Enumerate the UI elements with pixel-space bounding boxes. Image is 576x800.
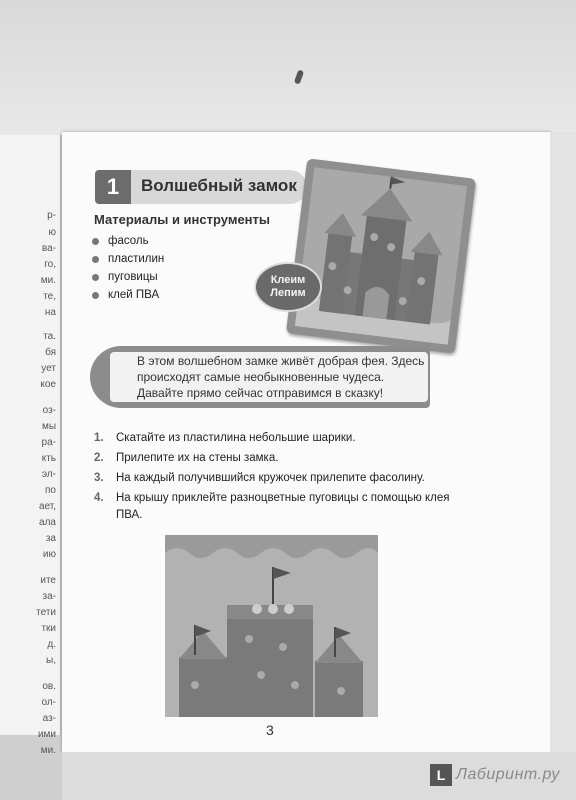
bullet-icon	[92, 256, 99, 263]
step-text: Прилепите их на стены замка.	[116, 452, 279, 464]
castle-work-image	[165, 535, 378, 717]
step-text: Скатайте из пластилина небольшие шарики.	[116, 432, 356, 444]
watermark-text: Лабиринт.ру	[456, 766, 560, 783]
previous-page-text: ов.	[42, 681, 56, 692]
step-number: 3.	[94, 472, 104, 484]
previous-page-text: ы,	[46, 655, 56, 666]
step-text: На крышу приклейте разноцветные пуговицы с помощью клея ПВА.	[116, 492, 450, 521]
technique-badge	[254, 262, 322, 312]
bullet-icon	[92, 292, 99, 299]
previous-page-text: кть	[41, 453, 56, 464]
technique-label-1: Клеим	[270, 274, 306, 286]
material-label: пуговицы	[108, 271, 158, 283]
material-label: клей ПВА	[108, 289, 160, 301]
bullet-icon	[92, 274, 99, 281]
previous-page-text: мы	[41, 421, 56, 432]
step-item	[94, 450, 464, 467]
previous-page-text: ва-	[41, 243, 56, 254]
previous-page-text: за-	[42, 591, 56, 602]
step-item	[94, 490, 464, 524]
previous-page-text: бя	[45, 347, 56, 358]
material-label: пластилин	[108, 253, 165, 265]
list-item	[92, 286, 164, 304]
step-item	[94, 470, 464, 487]
previous-page-text: ите	[40, 575, 56, 586]
list-item	[92, 232, 164, 250]
list-item	[92, 250, 164, 268]
lesson-number-badge: 1	[95, 170, 131, 204]
page-number: 3	[266, 722, 274, 738]
bullet-icon	[92, 238, 99, 245]
castle-illustration	[165, 535, 378, 717]
material-label: фасоль	[108, 235, 149, 247]
lesson-title: Волшебный замок	[141, 176, 297, 195]
previous-page-text: ает,	[38, 501, 56, 512]
step-number: 2.	[94, 452, 104, 464]
intro-text: В этом волшебном замке живёт добрая фея. Здесь происходят самые необыкновенные чудеса. Давайте прямо сейчас отправимся в сказку!	[137, 354, 425, 400]
previous-page-text: д.	[47, 639, 56, 650]
technique-label-2: Лепим	[270, 287, 306, 299]
step-text: На каждый получившийся кружочек прилепите фасолину.	[116, 472, 425, 484]
previous-page-text: ию	[42, 549, 56, 560]
previous-page-text: на	[44, 307, 56, 318]
previous-page-text: эл-	[41, 469, 56, 480]
instruction-steps	[94, 430, 464, 527]
previous-page-text: го,	[44, 259, 56, 270]
previous-page-text: по	[45, 485, 56, 496]
previous-page-text: ала	[39, 517, 56, 528]
step-number: 1.	[94, 432, 104, 444]
previous-page-text: оз-	[42, 405, 56, 416]
previous-page-text: ими	[37, 729, 56, 740]
previous-page-text: тети	[36, 607, 56, 618]
list-item	[92, 268, 164, 286]
previous-page-text: ра-	[41, 437, 56, 448]
castle-illustration	[295, 167, 467, 345]
materials-heading: Материалы и инструменты	[94, 212, 270, 227]
watermark-logo: L	[430, 764, 452, 786]
previous-page-text: та.	[43, 331, 56, 342]
previous-page-text: аз-	[42, 713, 56, 724]
previous-page-text: ует	[41, 363, 56, 374]
previous-page-text: ми.	[40, 745, 56, 756]
materials-list	[92, 232, 164, 304]
step-number: 4.	[94, 492, 104, 504]
previous-page-text: ми.	[40, 275, 56, 286]
previous-page-text: кое	[40, 379, 56, 390]
previous-page-text: тки	[41, 623, 56, 634]
castle-preview-image	[286, 158, 476, 353]
step-item	[94, 430, 464, 447]
previous-page-text: р-	[47, 210, 56, 221]
previous-page-edge	[0, 135, 61, 756]
page-edge-right	[550, 132, 576, 800]
scan-background	[0, 0, 576, 135]
previous-page-text: за	[45, 533, 56, 544]
previous-page-text: те,	[43, 291, 56, 302]
previous-page-text: ю	[48, 227, 56, 238]
previous-page-text: ол-	[41, 697, 56, 708]
